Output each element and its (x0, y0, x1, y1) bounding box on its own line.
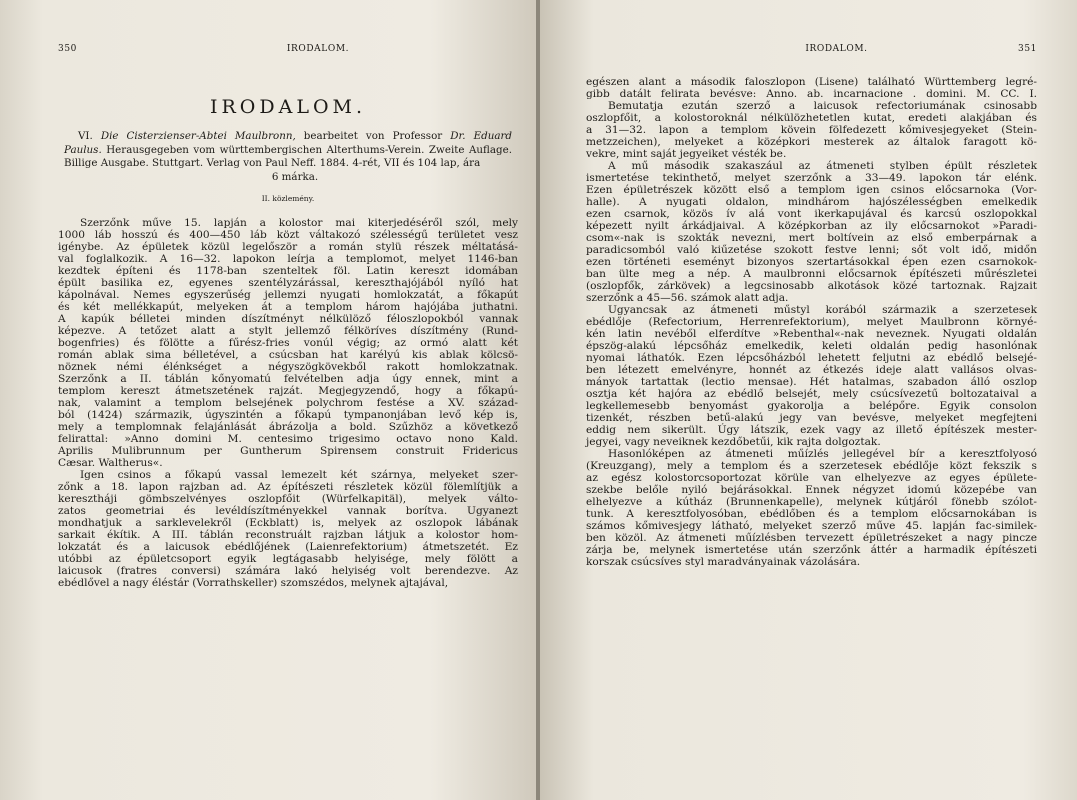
text-line: A mű második szakaszául az átmeneti stylben épült részletek (608, 160, 1037, 172)
text-line: vekre, mint saját jegyeiket vésték be. (586, 148, 787, 160)
part-label: II. közlemény. (261, 194, 315, 203)
text-line: szerzőnk a 45—56. számok alatt adja. (586, 292, 789, 304)
text-line: egészen alant a második faloszlopon (Lisene) található Württemberg legré- (586, 76, 1037, 88)
text-line: ból (1424) származik, úgyszintén a főkapú tympanonjában levő kép is, (58, 409, 518, 421)
bib-author: Dr. Eduard Paulus. (64, 130, 512, 156)
text-line: tizenkét, részben betű-alakú jegy van bevésve, melyeket megfejteni (586, 412, 1037, 424)
text-line: lokzatát és a laicusok ebédlőjének (Laienrefektorium) átmetszetét. Ez (58, 541, 518, 553)
text-line: kápolnával. Nemes egyszerűség jellemzi nyugati homlokzatát, a főkapút (58, 289, 518, 301)
page-number: 351 (1018, 44, 1037, 54)
text-line: keresztháji gömbszelvényes oszlopfőit (Würfelkapitäl), melyek válto- (58, 493, 518, 505)
running-head-title: IRODALOM. (286, 44, 350, 54)
text-line: kezdtek építeni és 1178-ban szenteltek föl. Latin kereszt idomában (58, 265, 518, 277)
text-line: ben létezett emelvényre, honnét az étkezés ideje alatt vallásos olvas- (586, 364, 1037, 376)
text-line: gibb datált felirata bevésve: Anno. ab. incarnacione . domini. M. CC. I. (586, 88, 1037, 100)
bib-price: 6 márka. (271, 170, 319, 183)
text-line: képezve. A tetőzet alatt a stylt jellemző félköríves díszítmény (Rund- (58, 325, 518, 337)
text-line: ebédlője (Refectorium, Herrenrefektorium), melyet Maulbronn környé- (586, 316, 1037, 328)
text-line: Hasonlóképen az átmeneti műízlés jellegével bír a keresztfolyosó (608, 448, 1037, 460)
text-line: Ugyancsak az átmeneti műstyl korából származik a szerzetesek (608, 304, 1037, 316)
text-line: Szerzőnk a II. táblán kőnyomatú felvételben adja úgy ennek, mint a (58, 373, 518, 385)
text-line: nöznek némi élénkséget a négyszögkövekből rakott homlokzatnak. (58, 361, 518, 373)
text-line: metzzeichen), melyeket a középkori mesterek az általok faragott kö- (586, 136, 1037, 148)
text-line: laicusok (fratres conversi) számára lakó helyiség volt berendezve. Az (58, 565, 518, 577)
text-line: A kapúk bélletei minden díszítményt nélkülöző féloszlopokból vannak (58, 313, 518, 325)
right-body-text (586, 76, 1037, 568)
text-line: épszög-alakú lépcsőház emelkedik, keleti oldalán pedig hasonlónak (586, 340, 1037, 352)
text-line: ezen történeti eseményt bizonyos szertartásokkal épen ezen csarnokok- (586, 256, 1037, 268)
text-line: (oszlopfők, zárkövek) a legcsinosabb alkotások közé tartoznak. Rajzait (586, 280, 1037, 292)
text-line: utóbbi az épületcsoport egyik legtágasabb helyisége, mely fölött a (58, 553, 518, 565)
text-line: mely a templomnak felajánlását ábrázolja a bold. Szűzhöz a következő (58, 421, 518, 433)
text-line: Bemutatja ezután szerző a laicusok refectoriumának csinosabb (608, 100, 1037, 112)
text-line: oszlopfőit, a kolostoroknál nélkülözhetetlen kutat, eredeti alakjában és (586, 112, 1037, 124)
text-line: ebédlővel a nagy éléstár (Vorrathskeller) szomszédos, melynek ajtajával, (58, 577, 449, 589)
text-line: számos kőmivesjegy látható, melyeket szerző műve 45. lapján fac-similek- (586, 520, 1037, 532)
bib-by: bearbeitet von Professor (303, 130, 443, 142)
text-line: templom kereszt átmetszetének rajzát. Megjegyzendő, hogy a főkapú- (58, 385, 518, 397)
left-page (0, 0, 538, 800)
text-line: korszak csúcsíves styl maradványainak vázolására. (586, 556, 861, 568)
page-number: 350 (58, 44, 77, 54)
text-line: képezett nyilt árkádjaival. A középkorban az ily előcsarnokot »Paradi- (586, 220, 1037, 232)
running-head (58, 44, 518, 62)
text-line: mondhatjuk a sarklevelekről (Eckblatt) is, melyek az oszlopok lábának (58, 517, 518, 529)
text-line: bogenfries) és fölötte a fűrész-fries vonúl végig; az ormó alatt két (58, 337, 518, 349)
text-line: jegyei, vagy neveiknek kezdőbetűi, kik rajta dolgoztak. (586, 436, 881, 448)
bib-number: VI. (78, 130, 93, 142)
text-line: Ezen épületrészek között első a templom igen csinos előcsarnoka (Vor- (586, 184, 1037, 196)
running-head-title: IRODALOM. (805, 44, 868, 54)
text-line: zárja be, melynek ismertetése után szerzőnk áttér a harmadik építészeti (586, 544, 1037, 556)
text-line: Igen csinos a főkapú vassal lemezelt két szárnya, melyeket szer- (80, 469, 518, 481)
text-line: a 31—32. lapon a templom kövein fölfedezett kőmivesjegyeket (Stein- (586, 124, 1037, 136)
text-line: legkellemesebb benyomást gyakorolja a belépőre. Egyik consolon (586, 400, 1037, 412)
text-line: tunk. A keresztfolyosóban, ebédlőben és a templom előcsarnokában is (586, 508, 1037, 520)
bibliographic-entry (64, 130, 512, 184)
text-line: ben közöl. Az átmeneti műízlésben tervezett épületrészeket a nagy pincze (586, 532, 1037, 544)
text-line: sarkait ékítik. A III. táblán reconstruált rajzban látjuk a kolostor hom- (58, 529, 518, 541)
bib-publication: Herausgegeben vom württembergischen Alterthums-Verein. Zweite Auflage. Billige Ausgabe. Stuttgart. Verlag von Paul Neff. 1884. 4-rét, VII és 104 lap, ára (64, 143, 512, 169)
right-page (540, 0, 1077, 800)
text-line: román ablak sima bélletével, a csúcsban hat karélyú kis ablak kölcsö- (58, 349, 518, 361)
text-line: ezen csarnok, közös ív alá vont ikerkapujával és karcsú oszlopokkal (586, 208, 1037, 220)
text-line: zőnk a 18. lapon rajzban ad. Az építészeti részletek közül fölemlítjük a (58, 481, 518, 493)
text-line: paradicsomból való kiűzetése szokott festve lenni; sőt volt idő, midőn (586, 244, 1037, 256)
text-line: 1000 láb hosszú és 400—450 láb közt váltakozó szélességű területet vesz (58, 229, 518, 241)
running-head (586, 44, 1037, 62)
section-title: IRODALOM. (209, 96, 367, 118)
text-line: igénybe. Az épületek közül legelőször a román stylü részek méltatásá- (58, 241, 518, 253)
text-line: és két mellékkapút, melyeken át a templom három hajójába juthatni. (58, 301, 518, 313)
text-line: halle). A nyugati oldalon, mindhárom hajószélességben emelkedik (586, 196, 1037, 208)
text-line: csom«-nak is szokták nevezni, mert boltívein az első emberpárnak a (586, 232, 1037, 244)
bib-title: Die Cisterzienser-Abtei Maulbronn, (100, 130, 296, 142)
text-line: szekbe belőle nyiló bejárásokkal. Ennek négyzet idomú közepébe van (586, 484, 1037, 496)
text-line: Cæsar. Waltherus«. (58, 457, 163, 469)
left-body-text (58, 217, 518, 589)
text-line: ismertetése tekinthető, melyet szerzőnk a 33—49. lapokon tár elénk. (586, 172, 1037, 184)
text-line: elhelyezve a kútház (Brunnenkapelle), melynek kútjáról fönebb szólot- (586, 496, 1037, 508)
text-line: nyomai láthatók. Ezen lépcsőházból lehetett feljutni az ebédlő belsejé- (586, 352, 1037, 364)
text-line: val foglalkozik. A 16—32. lapokon leírja a templomot, melyet 1146-ban (58, 253, 518, 265)
text-line: az egész kolostorcsoportozat körüle van elhelyezve az egyes épülete- (586, 472, 1037, 484)
text-line: osztja két hajóra az ebédlő belsejét, mely csúcsívezetű boltozataival a (586, 388, 1037, 400)
text-line: épült basilika ez, egyenes szentélyzárással, kereszthajójából nyíló hat (58, 277, 518, 289)
text-line: kén latin nevéből elferdítve »Rebenthal«-nak neveznek. Nyugati oldalán (586, 328, 1037, 340)
text-line: Szerzőnk műve 15. lapján a kolostor mai kiterjedéséről szól, mely (80, 217, 518, 229)
text-line: zatos geometriai és levéldíszítményekkel vannak borítva. Ugyanezt (58, 505, 518, 517)
text-line: felirattal: »Anno domini M. centesimo trigesimo octavo nono Kald. (58, 433, 518, 445)
text-line: nak, valamint a templom belsejének polychrom festése a XV. század- (58, 397, 518, 409)
text-line: (Kreuzgang), mely a templom és a szerzetesek ebédlője közt fekszik s (586, 460, 1037, 472)
text-line: ban ülte meg a nép. A maulbronni előcsarnok építészeti műrészletei (586, 268, 1037, 280)
text-line: Aprilis Mulibrunnum per Guntherum Spirensem construit Fridericus (58, 445, 518, 457)
text-line: eddig nem sikerült. Úgy látszik, ezek vagy az illető építészek mester- (586, 424, 1037, 436)
text-line: mányok tartattak (lectio mensae). Hét hatalmas, szabadon álló oszlop (586, 376, 1037, 388)
